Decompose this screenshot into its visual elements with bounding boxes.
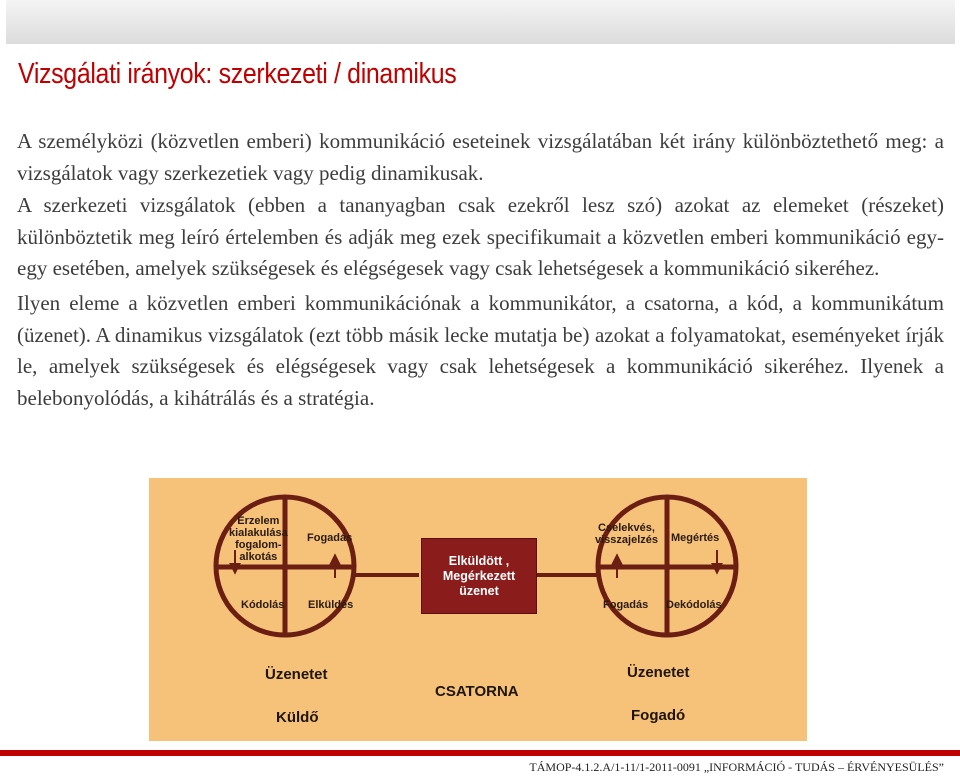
- label-reception-right: Fogadás: [603, 599, 649, 611]
- label-action-feedback: Cselekvés, visszajelzés: [595, 522, 658, 546]
- label-decoding: Dekódolás: [666, 599, 722, 611]
- paragraph-2: A szerkezeti vizsgálatok (ebben a tananyagban csak ezekről lesz szó) azokat az elemeket (részeket) különböztetik meg leíró értelemben és adják meg ezek specifikumait a közvetlen emberi kommunikáció egy-egy esetében, amelyek szükségesek és elégségesek vagy csak lehetségesek a kommunikáció sikeréhez.: [17, 193, 944, 281]
- paragraph-1: A személyközi (közvetlen emberi) kommunikáció eseteinek vizsgálatában két irány különböztethető meg: a vizsgálatok vagy szerkezetiek vagy pedig dinamikusak.: [17, 129, 944, 185]
- label-understanding: Megértés: [671, 532, 720, 544]
- label-message-right: Üzenetet: [627, 664, 690, 681]
- label-message-left: Üzenetet: [265, 666, 328, 683]
- label-reception-left: Fogadás: [307, 532, 353, 544]
- label-channel: CSATORNA: [435, 683, 519, 700]
- sent-received-message-box: Elküldött , Megérkezett üzenet: [421, 538, 537, 614]
- header-band: [6, 0, 955, 44]
- slide-title: Vizsgálati irányok: szerkezeti / dinamikus: [18, 58, 457, 90]
- label-sender: Küldő: [276, 709, 319, 726]
- label-emotion-concept: Érzelem kialakulása fogalom- alkotás: [229, 515, 288, 563]
- footer-rule: [0, 750, 960, 756]
- footer-project-code: TÁMOP-4.1.2.A/1-11/1-2011-0091 „INFORMÁCIÓ - TUDÁS – ÉRVÉNYESÜLÉS”: [529, 760, 944, 774]
- communication-diagram: [149, 478, 807, 741]
- slide-body: [17, 126, 944, 414]
- label-sending: Elküldés: [308, 599, 354, 611]
- paragraph-3: Ilyen eleme a közvetlen emberi kommunikációnak a kommunikátor, a csatorna, a kód, a kommunikátum (üzenet). A dinamikus vizsgálatok (ezt több másik lecke mutatja be) azokat a folyamatokat, eseményeket írják le, amelyek szükségesek és elégségesek vagy csak lehetségesek a kommunikáció sikeréhez. Ilyenek a belebonyolódás, a kihátrálás és a stratégia.: [17, 290, 944, 410]
- label-encoding: Kódolás: [241, 599, 285, 611]
- label-receiver: Fogadó: [631, 707, 686, 724]
